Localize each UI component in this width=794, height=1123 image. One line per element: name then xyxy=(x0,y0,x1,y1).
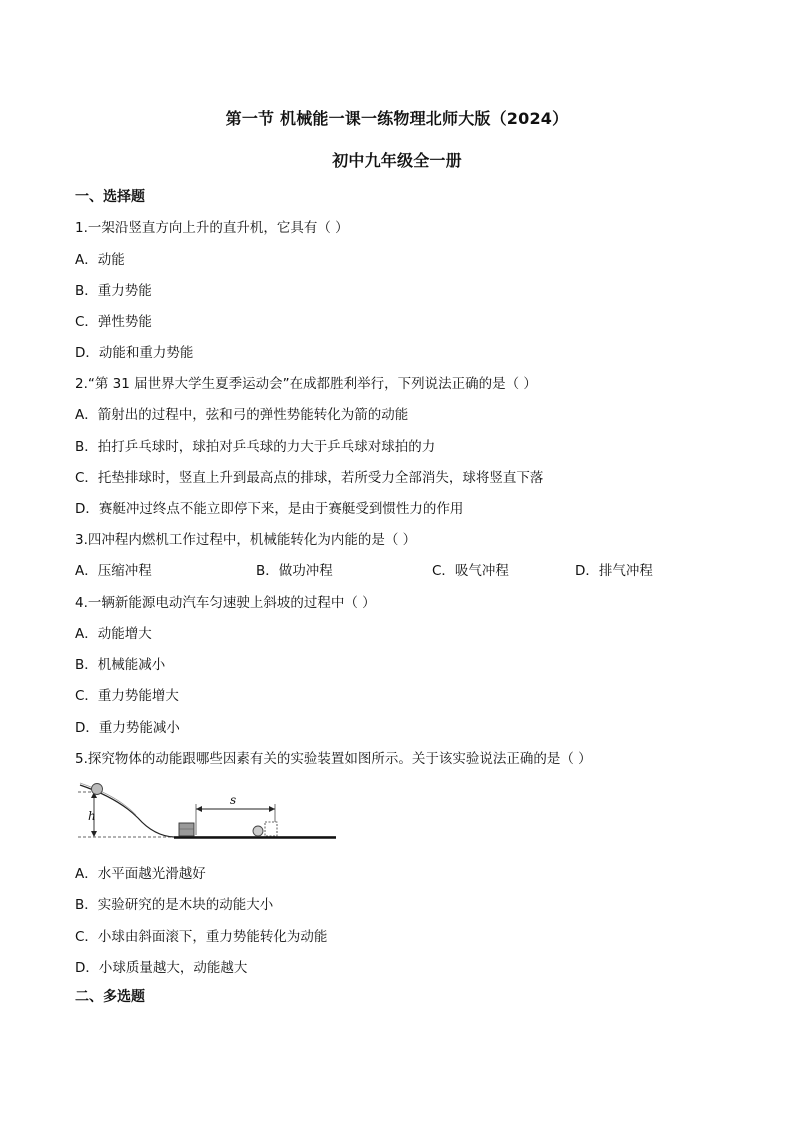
question-4-stem: 4.一辆新能源电动汽车匀速驶上斜坡的过程中（ ） xyxy=(75,595,376,611)
ball-at-end xyxy=(253,826,263,836)
question-2-option-b: B．拍打乒乓球时，球拍对乒乓球的力大于乒乓球对球拍的力 xyxy=(75,439,436,455)
question-1-option-c: C．弹性势能 xyxy=(75,314,152,330)
question-5-option-c: C．小球由斜面滚下，重力势能转化为动能 xyxy=(75,929,328,945)
question-3-stem: 3.四冲程内燃机工作过程中，机械能转化为内能的是（ ） xyxy=(75,532,417,548)
question-3-option-a: A．压缩冲程 xyxy=(75,563,152,579)
question-4-option-b: B．机械能减小 xyxy=(75,657,166,673)
question-4-option-d: D．重力势能减小 xyxy=(75,720,180,736)
question-2-option-c: C．托垫排球时，竖直上升到最高点的排球，若所受力全部消失，球将竖直下落 xyxy=(75,470,544,486)
question-3-options xyxy=(75,559,715,579)
experiment-diagram xyxy=(78,780,340,844)
incline-surface xyxy=(80,785,336,837)
question-1-option-b: B．重力势能 xyxy=(75,283,152,299)
question-3-option-b: B．做功冲程 xyxy=(256,563,333,579)
question-1-stem: 1.一架沿竖直方向上升的直升机，它具有（ ） xyxy=(75,220,349,236)
question-4-option-c: C．重力势能增大 xyxy=(75,688,179,704)
section-heading-multiple-choice: 二、多选题 xyxy=(75,989,145,1005)
document-subtitle: 初中九年级全一册 xyxy=(332,151,462,170)
ball-at-top xyxy=(92,784,103,795)
question-1-option-a: A．动能 xyxy=(75,252,125,268)
document-title: 第一节 机械能一课一练物理北师大版（2024） xyxy=(225,109,569,128)
distance-arrow-head-left xyxy=(196,806,202,812)
height-label: h xyxy=(88,809,96,823)
question-5-option-a: A．水平面越光滑越好 xyxy=(75,866,206,882)
height-arrow-head-down xyxy=(91,831,97,837)
question-3-option-c: C．吸气冲程 xyxy=(432,563,509,579)
question-3-option-d: D．排气冲程 xyxy=(575,563,653,579)
wooden-block xyxy=(179,823,194,836)
section-heading-single-choice: 一、选择题 xyxy=(75,189,145,205)
question-5-option-b: B．实验研究的是木块的动能大小 xyxy=(75,897,274,913)
distance-arrow-head-right xyxy=(269,806,275,812)
distance-label: s xyxy=(230,793,237,807)
question-1-option-d: D．动能和重力势能 xyxy=(75,345,194,361)
question-5-option-d: D．小球质量越大，动能越大 xyxy=(75,960,248,976)
question-2-option-d: D．赛艇冲过终点不能立即停下来，是由于赛艇受到惯性力的作用 xyxy=(75,501,464,517)
question-4-option-a: A．动能增大 xyxy=(75,626,152,642)
question-2-option-a: A．箭射出的过程中，弦和弓的弹性势能转化为箭的动能 xyxy=(75,407,409,423)
block-final-position xyxy=(265,822,277,836)
question-2-stem: 2.“第 31 届世界大学生夏季运动会”在成都胜利举行，下列说法正确的是（ ） xyxy=(75,376,537,392)
question-5-stem: 5.探究物体的动能跟哪些因素有关的实验装置如图所示。关于该实验说法正确的是（ ） xyxy=(75,751,592,767)
